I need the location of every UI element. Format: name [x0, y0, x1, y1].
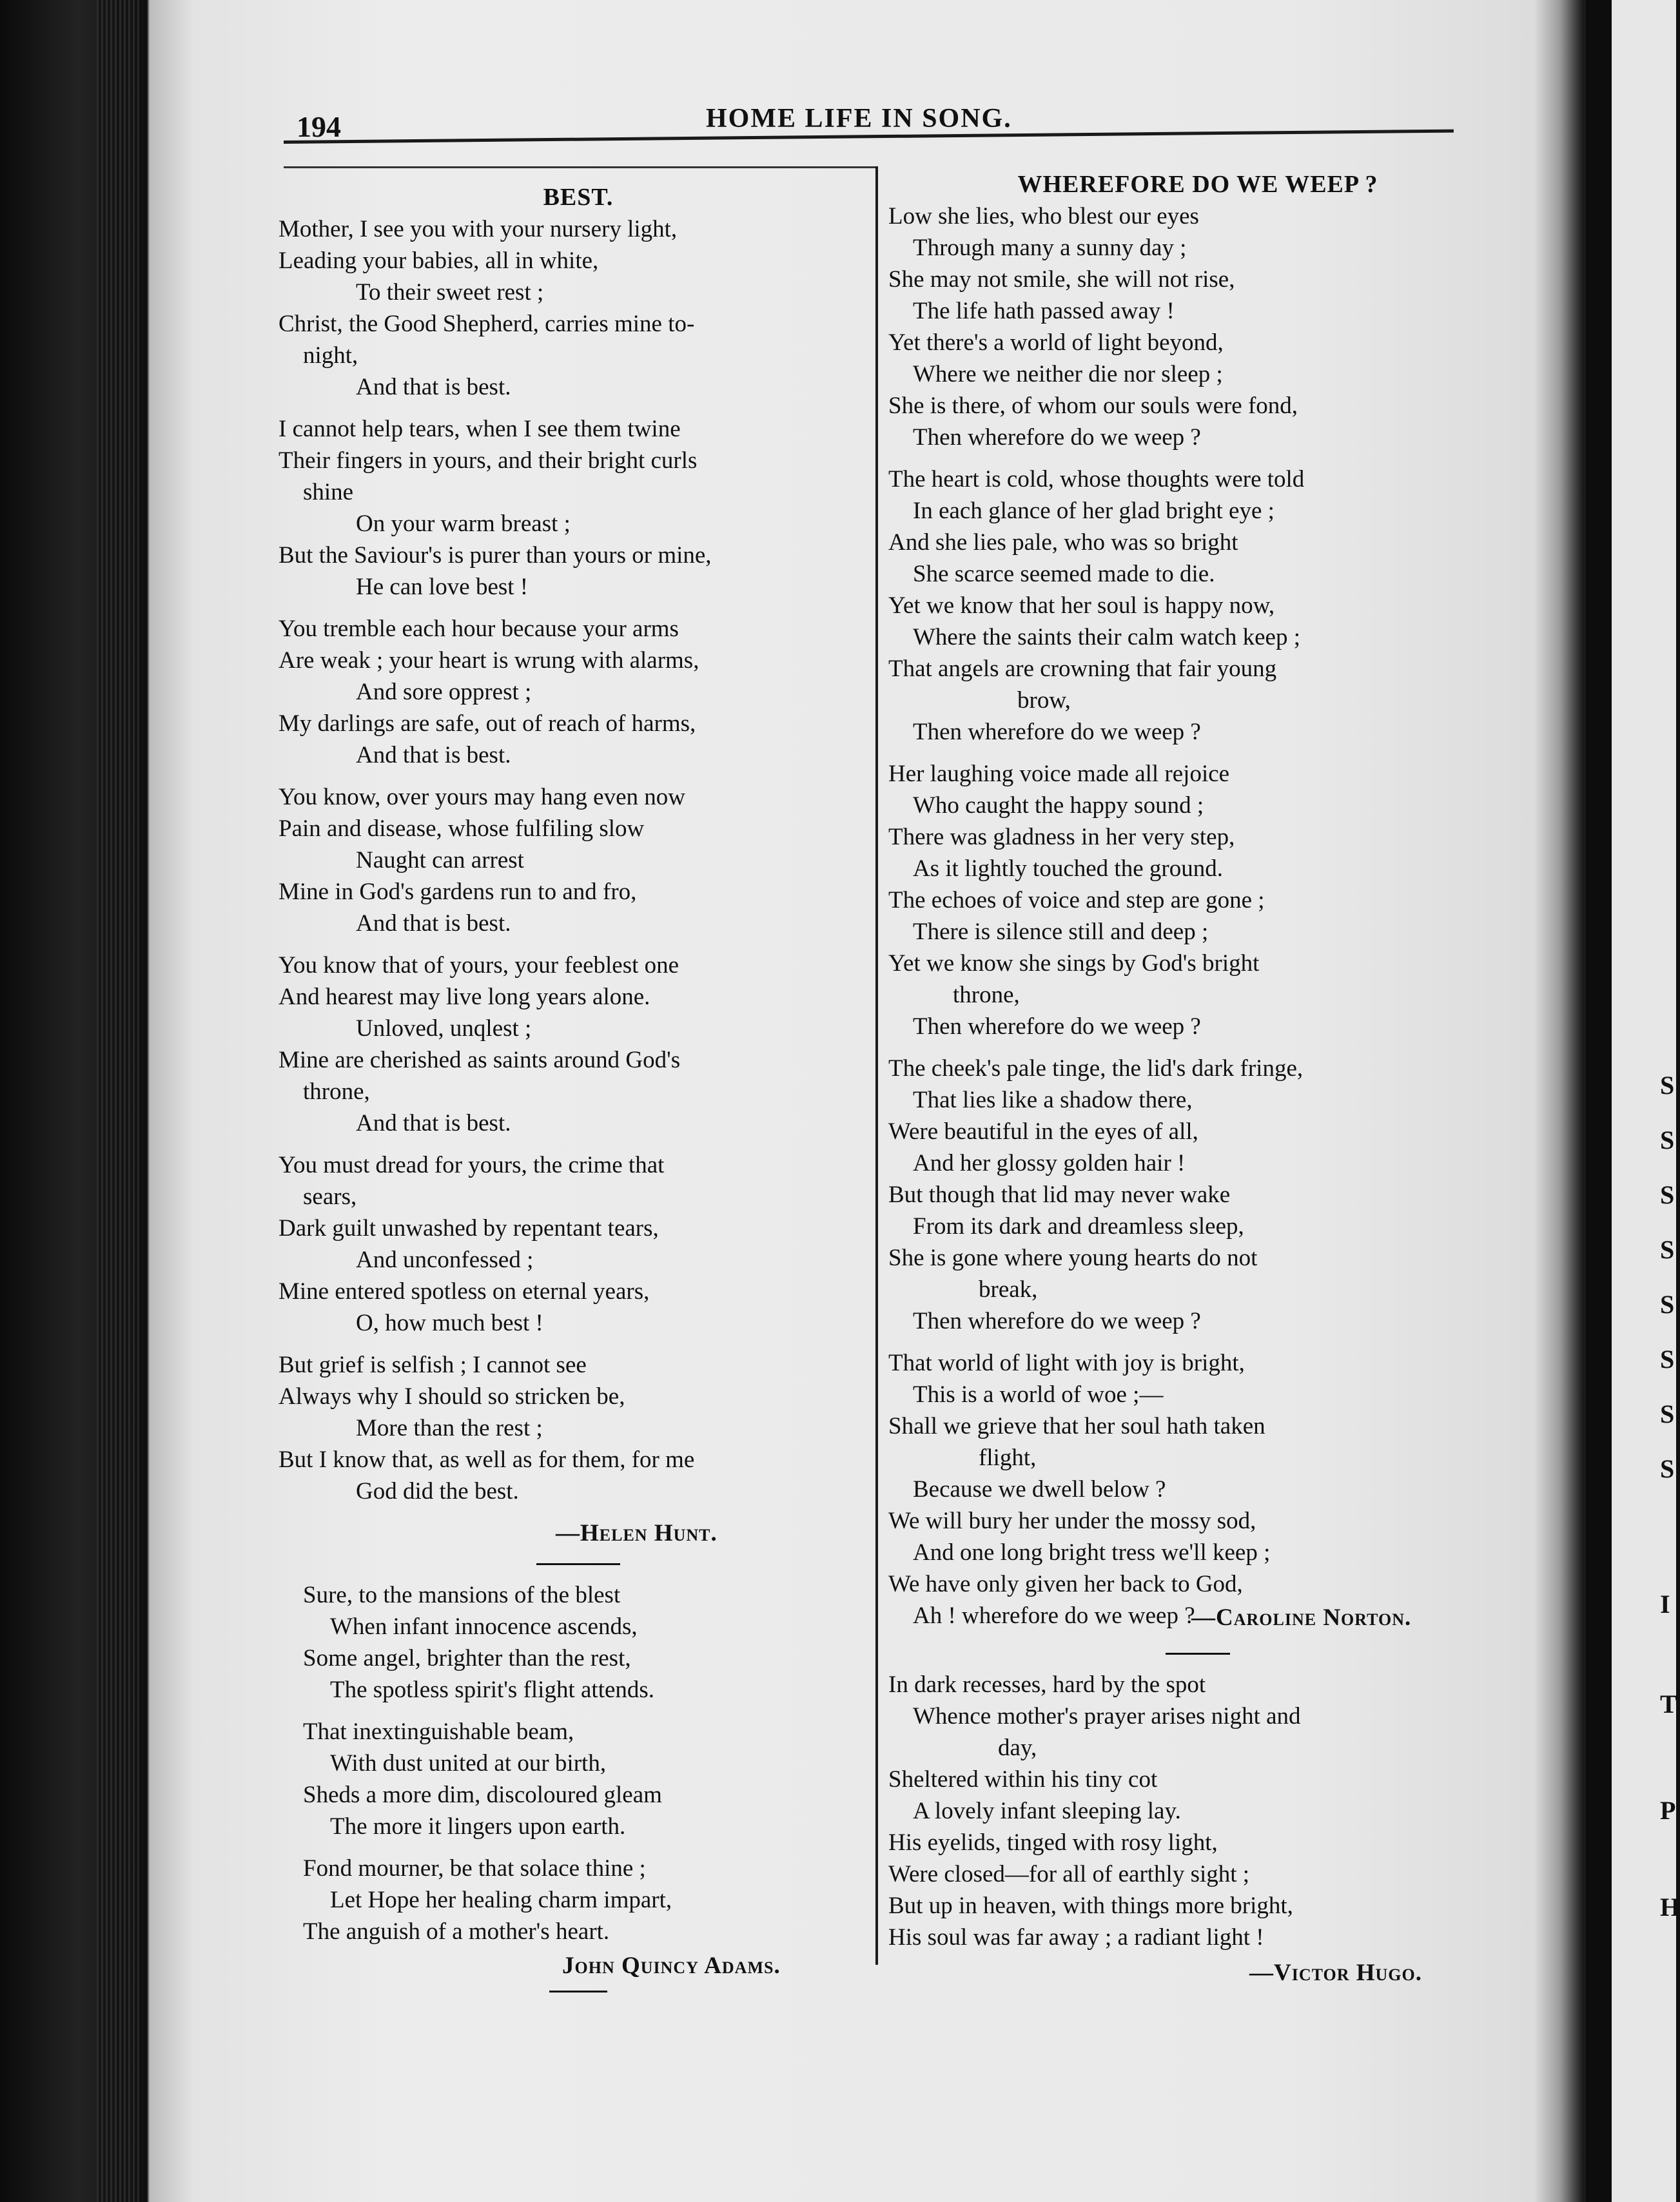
verse-line: That lies like a shadow there,: [913, 1087, 1193, 1113]
verse-line: We will bury her under the mossy sod,: [888, 1508, 1256, 1534]
verse-line: And her glossy golden hair !: [913, 1150, 1186, 1176]
adjacent-page-letter: T: [1660, 1690, 1677, 1719]
verse-line: Sheltered within his tiny cot: [888, 1766, 1158, 1793]
verse-line: There was gladness in her very step,: [888, 824, 1235, 850]
verse-line: But I know that, as well as for them, for me: [278, 1447, 695, 1473]
stanza: [278, 1716, 878, 1842]
stanza: [278, 1149, 878, 1339]
stanza: [278, 1349, 878, 1507]
right-column: [888, 166, 1507, 1989]
adjacent-page-letter: S: [1660, 1180, 1675, 1209]
verse-line: And that is best.: [356, 742, 511, 768]
adjacent-page-letter: I: [1660, 1590, 1670, 1619]
running-header: HOME LIFE IN SONG.: [706, 104, 1012, 133]
poem-attribution: —Helen Hunt.: [556, 1520, 718, 1546]
verse-line: More than the rest ;: [356, 1415, 543, 1441]
verse-line: There is silence still and deep ;: [913, 919, 1209, 945]
verse-line: But though that lid may never wake: [888, 1182, 1231, 1208]
verse-line: Leading your babies, all in white,: [278, 248, 599, 274]
stanza: [278, 213, 878, 403]
verse-line: A lovely infant sleeping lay.: [913, 1798, 1181, 1824]
adjacent-page-letter: S: [1660, 1125, 1675, 1155]
verse-line: In dark recesses, hard by the spot: [888, 1671, 1206, 1698]
verse-line: Were closed—for all of earthly sight ;: [888, 1861, 1250, 1887]
adjacent-page-letter: S: [1660, 1345, 1675, 1374]
stanza: [278, 613, 878, 771]
verse-line: Unloved, unqlest ;: [356, 1015, 532, 1042]
verse-line: Yet there's a world of light beyond,: [888, 329, 1224, 356]
verse-line: We have only given her back to God,: [888, 1571, 1243, 1597]
verse-line: Shall we grieve that her soul hath taken: [888, 1413, 1265, 1439]
verse-line: Ah ! wherefore do we weep ?: [913, 1603, 1195, 1629]
verse-line: break,: [979, 1276, 1038, 1303]
verse-line: And that is best.: [356, 910, 511, 937]
verse-line: Let Hope her healing charm impart,: [330, 1887, 672, 1913]
left-column: [278, 182, 878, 2007]
stanza: [278, 413, 878, 603]
verse-line: But up in heaven, with things more bright,: [888, 1893, 1293, 1919]
verse-line: She scarce seemed made to die.: [913, 561, 1215, 587]
verse-line: From its dark and dreamless sleep,: [913, 1213, 1244, 1240]
adjacent-page-letter: S: [1660, 1399, 1675, 1428]
verse-line: Were beautiful in the eyes of all,: [888, 1118, 1198, 1145]
verse-line: In each glance of her glad bright eye ;: [913, 498, 1275, 524]
verse-line: The spotless spirit's flight attends.: [330, 1677, 655, 1703]
next-page-strip: [1612, 0, 1676, 2202]
stanza: [888, 758, 1507, 1042]
verse-line: And that is best.: [356, 374, 511, 400]
verse-line: But grief is selfish ; I cannot see: [278, 1352, 587, 1378]
verse-line: He can love best !: [356, 574, 529, 600]
stanza: [278, 1579, 878, 1706]
verse-line: His eyelids, tinged with rosy light,: [888, 1829, 1218, 1856]
verse-line: The heart is cold, whose thoughts were told: [888, 466, 1305, 492]
verse-line: Mine entered spotless on eternal years,: [278, 1278, 650, 1305]
verse-line: On your warm breast ;: [356, 511, 571, 537]
poem-separator: [549, 1991, 607, 1993]
verse-line: And sore opprest ;: [356, 679, 532, 705]
verse-line: Mine are cherished as saints around God's: [278, 1047, 681, 1073]
verse-line: Pain and disease, whose fulfiling slow: [278, 815, 645, 842]
verse-line: She may not smile, she will not rise,: [888, 266, 1235, 293]
verse-line: Sheds a more dim, discoloured gleam: [303, 1782, 662, 1808]
header-rule-lower: [284, 166, 877, 168]
verse-line: When infant innocence ascends,: [330, 1613, 638, 1640]
stanza: [278, 1853, 878, 1947]
poem-title: BEST.: [543, 184, 614, 211]
verse-line: O, how much best !: [356, 1310, 543, 1336]
poem-attribution: —Victor Hugo.: [1249, 1960, 1422, 1986]
verse-line: Low she lies, who blest our eyes: [888, 203, 1199, 229]
stanza: [278, 781, 878, 939]
verse-line: Fond mourner, be that solace thine ;: [303, 1855, 646, 1882]
verse-line: And unconfessed ;: [356, 1247, 534, 1273]
adjacent-page-letter: P: [1660, 1796, 1676, 1825]
verse-line: Naught can arrest: [356, 847, 524, 873]
verse-line: But the Saviour's is purer than yours or mine,: [278, 542, 712, 569]
verse-line: She is there, of whom our souls were fond,: [888, 393, 1298, 419]
verse-line: The more it lingers upon earth.: [330, 1813, 626, 1840]
book-gutter-left: [97, 0, 142, 2202]
verse-line: She is gone where young hearts do not: [888, 1245, 1258, 1271]
verse-line: day,: [998, 1735, 1037, 1761]
verse-line: Where the saints their calm watch keep ;: [913, 624, 1300, 650]
verse-line: To their sweet rest ;: [356, 279, 544, 306]
verse-line: sears,: [303, 1184, 357, 1210]
verse-line: Some angel, brighter than the rest,: [303, 1645, 631, 1671]
verse-line: That world of light with joy is bright,: [888, 1350, 1245, 1376]
verse-line: You must dread for yours, the crime that: [278, 1152, 665, 1178]
verse-line: Then wherefore do we weep ?: [913, 1013, 1201, 1040]
verse-line: Mine in God's gardens run to and fro,: [278, 879, 637, 905]
page-number: 194: [297, 110, 341, 143]
verse-line: Mother, I see you with your nursery light,: [278, 216, 678, 242]
verse-line: The cheek's pale tinge, the lid's dark fringe,: [888, 1055, 1304, 1082]
verse-line: Then wherefore do we weep ?: [913, 719, 1201, 745]
stanza: [888, 1347, 1507, 1632]
verse-line: Where we neither die nor sleep ;: [913, 361, 1223, 387]
verse-line: And that is best.: [356, 1110, 511, 1136]
verse-line: And hearest may live long years alone.: [278, 984, 650, 1010]
poem-separator: [1166, 1653, 1230, 1655]
verse-line: Through many a sunny day ;: [913, 235, 1187, 261]
adjacent-page-letter: S: [1660, 1290, 1675, 1319]
verse-line: Dark guilt unwashed by repentant tears,: [278, 1215, 659, 1242]
verse-line: throne,: [303, 1078, 370, 1105]
adjacent-page-letter: S: [1660, 1454, 1675, 1483]
verse-line: Always why I should so stricken be,: [278, 1383, 625, 1410]
stanza: [888, 463, 1507, 748]
verse-line: night,: [303, 342, 358, 369]
verse-line: You tremble each hour because your arms: [278, 616, 679, 642]
verse-line: The echoes of voice and step are gone ;: [888, 887, 1265, 913]
verse-line: That inextinguishable beam,: [303, 1719, 574, 1745]
verse-line: With dust united at our birth,: [330, 1750, 607, 1777]
verse-line: flight,: [979, 1445, 1037, 1471]
verse-line: Yet we know she sings by God's bright: [888, 950, 1260, 977]
poem-attribution: John Quincy Adams.: [562, 1953, 781, 1979]
verse-line: Whence mother's prayer arises night and: [913, 1703, 1301, 1729]
verse-line: The anguish of a mother's heart.: [303, 1918, 610, 1945]
verse-line: Yet we know that her soul is happy now,: [888, 592, 1275, 619]
stanza: [278, 950, 878, 1139]
stanza: [888, 1669, 1507, 1953]
verse-line: brow,: [1017, 687, 1071, 714]
verse-line: I cannot help tears, when I see them twine: [278, 416, 681, 442]
verse-line: Her laughing voice made all rejoice: [888, 761, 1230, 787]
verse-line: You know, over yours may hang even now: [278, 784, 685, 810]
verse-line: Their fingers in yours, and their bright curls: [278, 447, 698, 474]
poem-title: WHEREFORE DO WE WEEP ?: [1017, 171, 1378, 198]
verse-line: Then wherefore do we weep ?: [913, 1308, 1201, 1334]
verse-line: throne,: [953, 982, 1020, 1008]
verse-line: As it lightly touched the ground.: [913, 855, 1223, 882]
poem-separator: [536, 1563, 620, 1565]
verse-line: And one long bright tress we'll keep ;: [913, 1539, 1271, 1566]
verse-line: shine: [303, 479, 354, 505]
poem-attribution: —Caroline Norton.: [1191, 1604, 1412, 1631]
verse-line: His soul was far away ; a radiant light !: [888, 1924, 1264, 1951]
adjacent-page-letter: H: [1660, 1893, 1680, 1922]
verse-line: Then wherefore do we weep ?: [913, 424, 1201, 451]
verse-line: Who caught the happy sound ;: [913, 792, 1204, 819]
verse-line: Because we dwell below ?: [913, 1476, 1166, 1503]
verse-line: My darlings are safe, out of reach of harms,: [278, 710, 696, 737]
adjacent-page-letter: S: [1660, 1071, 1675, 1100]
stanza: [888, 200, 1507, 453]
verse-line: Sure, to the mansions of the blest: [303, 1582, 621, 1608]
verse-line: That angels are crowning that fair young: [888, 656, 1277, 682]
stanza: [888, 1053, 1507, 1337]
verse-line: God did the best.: [356, 1478, 519, 1505]
verse-line: Christ, the Good Shepherd, carries mine to-: [278, 311, 695, 337]
verse-line: The life hath passed away !: [913, 298, 1175, 324]
verse-line: This is a world of woe ;—: [913, 1381, 1164, 1408]
verse-line: Are weak ; your heart is wrung with alarms,: [278, 647, 699, 674]
verse-line: You know that of yours, your feeblest one: [278, 952, 679, 979]
verse-line: And she lies pale, who was so bright: [888, 529, 1238, 556]
adjacent-page-letter: S: [1660, 1235, 1675, 1264]
